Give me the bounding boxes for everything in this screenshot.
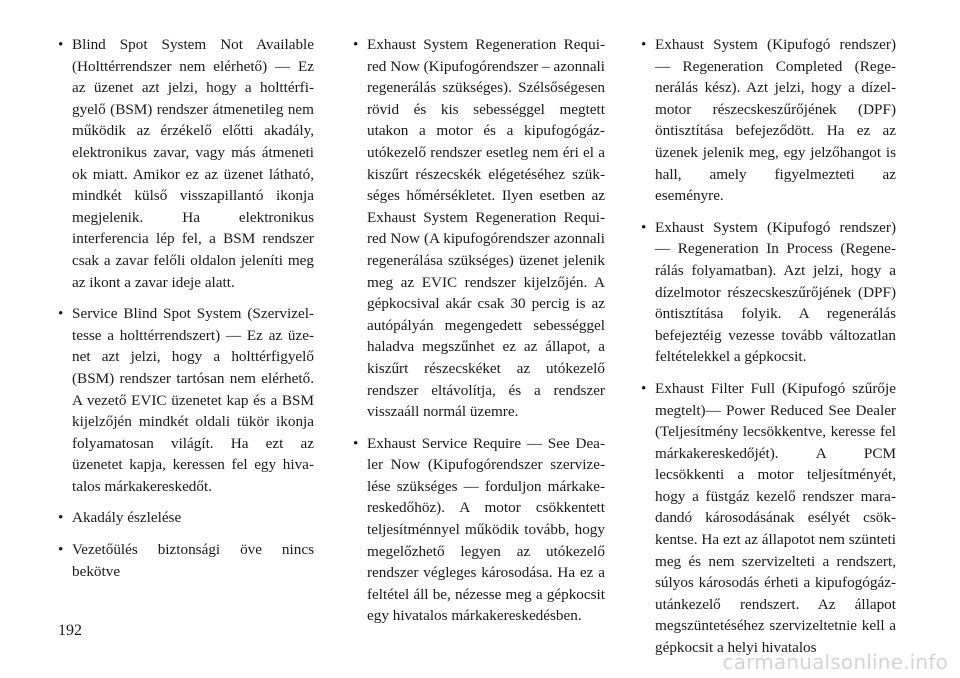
- page-number: 192: [58, 622, 82, 639]
- bullet-list: [58, 34, 314, 582]
- list-item: • Service Blind Spot System (Szervizeltesse a holttérrendszert) — Ez az üzenet azt jelzi, hogy a holttérfigyelő (BSM) rendszer tartósan nem elérhető. A vezető EVIC üzenetet kap és a BSM kijelzőjén mindkét oldali tükör ikonja folyamatosan világít. Ha ezt az üzenetet kapja, keressen fel egy hivatalos márkakereskedőt.: [58, 303, 314, 497]
- column-3: [641, 34, 896, 669]
- list-item: • Exhaust System (Kipufogó rendszer) — Regeneration Completed (Regenerálás kész). Azt jelzi, hogy a dízelmotor részecskeszűrőjének (DPF) öntisztítása befejeződött. Ha ez az üzenek jelenik meg, egy jelzőhangot is hall, amely figyelmezteti az eseményre.: [641, 34, 896, 207]
- bullet-list: [353, 34, 605, 627]
- list-item: • Exhaust System Regeneration Required Now (Kipufogórendszer – azonnali regenerálás szükséges). Szélsőségesen rövid és kis sebességgel megtett utakon a motor és a kipufogógáz-utókezelő rendszer esetleg nem éri el a kiszűrt részecskék elégetéséhez szükséges hőmérsékletet. Ilyen esetben az Exhaust System Regeneration Required Now (A kipufogórendszer azonnali regenerálása szükséges) üzenet jelenik meg az EVIC rendszer kijelzőjén. A gépkocsival akár csak 30 percig is az autópályán megengedett sebességgel haladva megszűnhet ez az állapot, a kiszűrt részecskéket az utókezelő rendszer eltávolítja, és a rendszer visszaáll normál üzemre.: [353, 34, 605, 423]
- column-2: [353, 34, 605, 637]
- list-item: • Blind Spot System Not Available (Holttérrendszer nem elérhető) — Ez az üzenet azt jelzi, hogy a holttérfigyelő (BSM) rendszer átmenetileg nem működik az érzékelő előtti akadály, elektronikus zavar, vagy más átmeneti ok miatt. Amikor ez az üzenet látható, mindkét külső visszapillantó ikonja megjelenik. Ha elektronikus interferencia lép fel, a BSM rendszer csak a zavar felőli oldalon jeleníti meg az ikont a zavar ideje alatt.: [58, 34, 314, 293]
- list-item: • Exhaust Filter Full (Kipufogó szűrője megtelt)— Power Reduced See Dealer (Teljesítmény lecsökkentve, keresse fel márkakereskedőjét). A PCM lecsökkenti a motor teljesítményét, hogy a füstgáz kezelő rendszer maradandó károsodásának esélyét csökkentse. Ha ezt az állapotot nem szünteti meg és nem szervizelteti a rendszert, súlyos károsodás érheti a kipufogógáz-utánkezelő rendszert. Az állapot megszüntetéséhez szervizeltetnie kell a gépkocsit a helyi hivatalos: [641, 378, 896, 659]
- column-1: [58, 34, 314, 592]
- list-item: • Vezetőülés biztonsági öve nincs bekötve: [58, 539, 314, 582]
- list-item: • Exhaust Service Require — See Dealer Now (Kipufogórendszer szervizelése szükséges — forduljon márkakereskedőhöz). A motor csökkentett teljesítménnyel működik tovább, hogy megelőzhető legyen az utókezelő rendszer végleges károsodása. Ha ez a feltétel áll be, nézesse meg a gépkocsit egy hivatalos márkakereskedésben.: [353, 433, 605, 627]
- footer-watermark: carmanualsonline.info: [722, 650, 948, 674]
- list-item: • Exhaust System (Kipufogó rendszer) — Regeneration In Process (Regenerálás folyamatban). Azt jelzi, hogy a dízelmotor részecskeszűrőjének (DPF) öntisztítása folyik. A regenerálás befejeztéig vezesse tovább változatlan feltételekkel a gépkocsit.: [641, 217, 896, 368]
- list-item: • Akadály észlelése: [58, 507, 314, 529]
- bullet-list: [641, 34, 896, 659]
